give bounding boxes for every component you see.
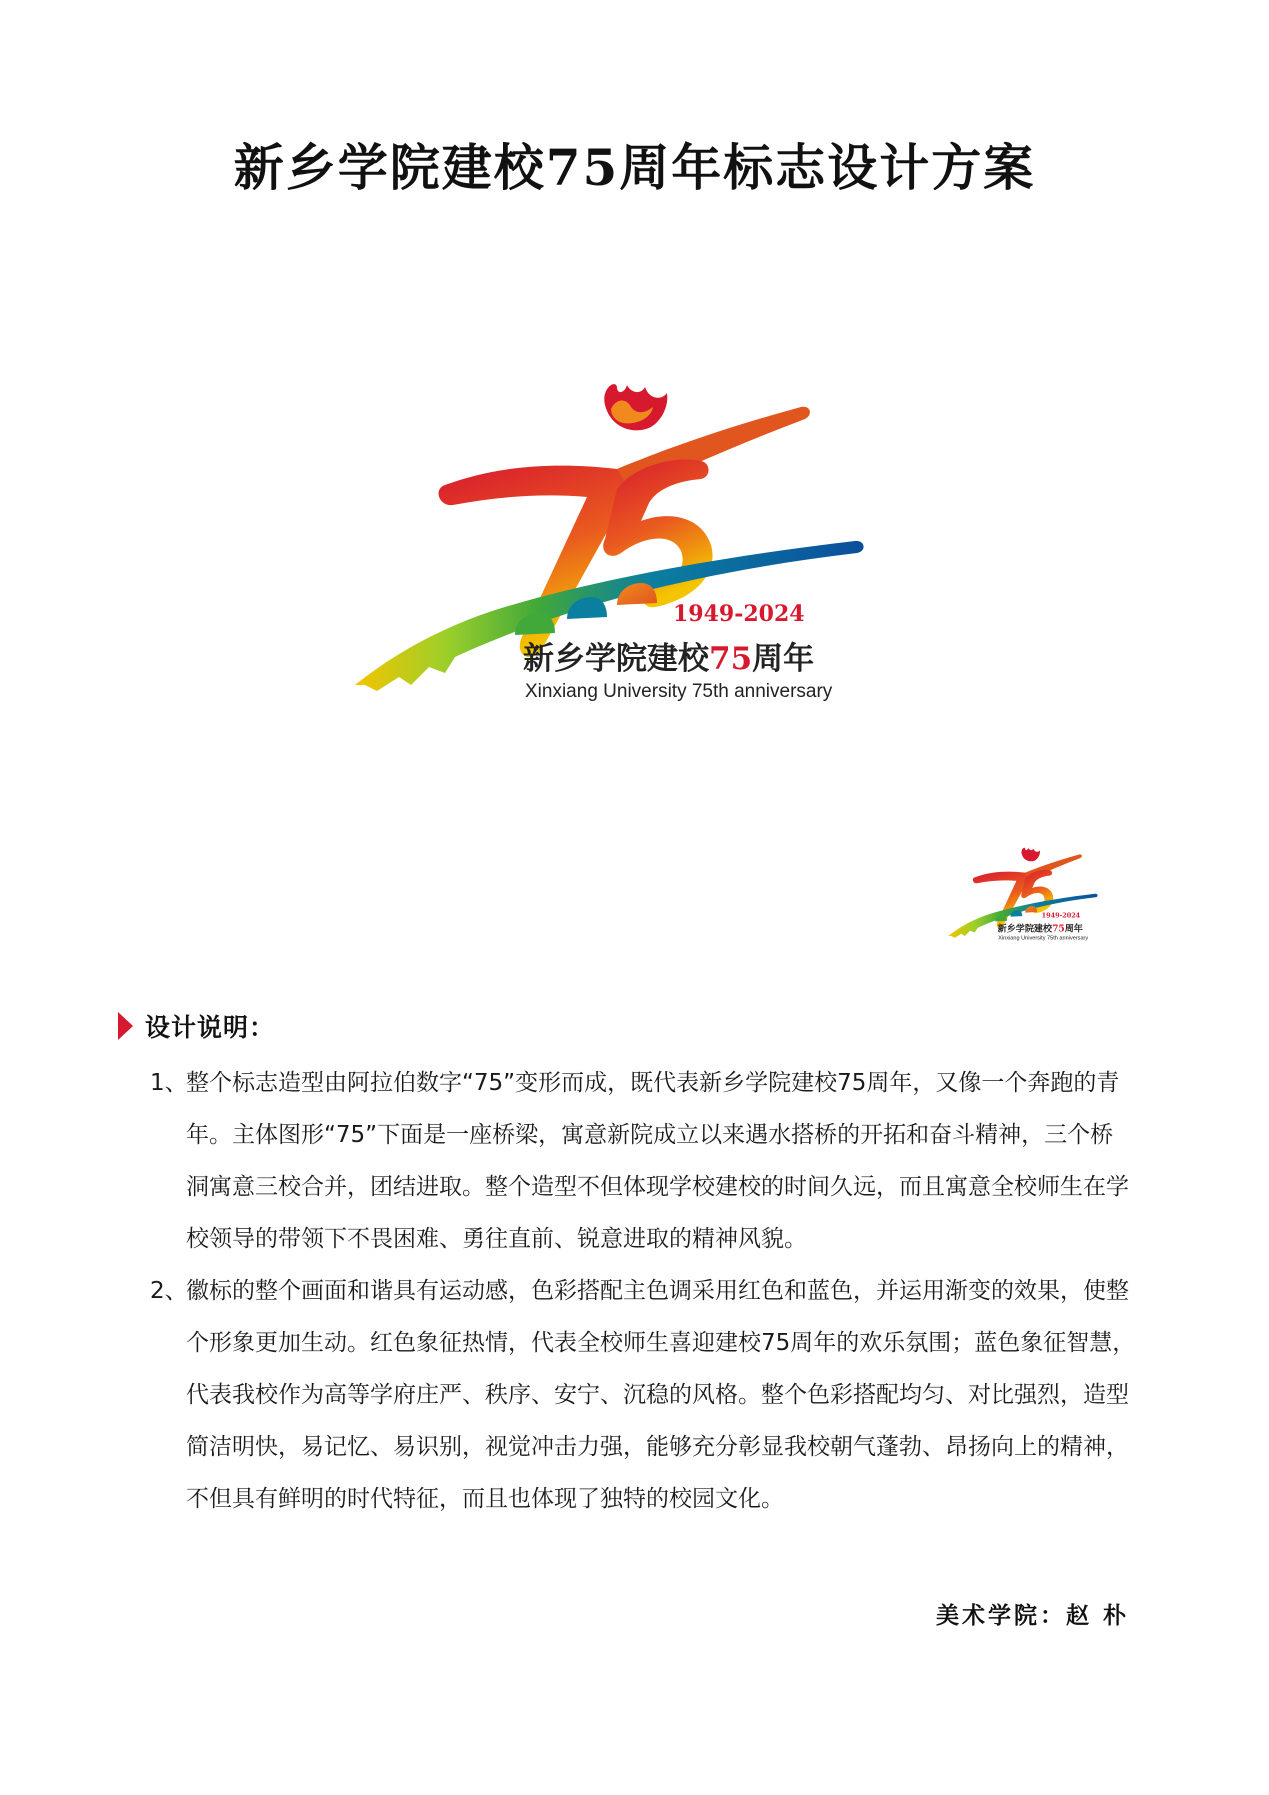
note-line: 个形象更加生动。红色象征热情，代表全校师生喜迎建校75周年的欢乐氛围；蓝色象征智慧，	[186, 1330, 1136, 1356]
logo-years-small: 1949-2024	[1041, 911, 1081, 920]
design-note-1	[150, 1057, 1135, 1265]
design-note-2	[150, 1265, 1135, 1525]
note-line: 代表我校作为高等学府庄严、秩序、安宁、沉稳的风格。整个色彩搭配均匀、对比强烈，造型	[186, 1382, 1129, 1408]
note-line: 校领导的带领下不畏困难、勇往直前、锐意进取的精神风貌。	[186, 1226, 807, 1252]
note-number: 2、	[150, 1278, 188, 1304]
note-line: 不但具有鲜明的时代特征，而且也体现了独特的校园文化。	[186, 1486, 784, 1512]
note-number: 1、	[150, 1070, 188, 1096]
logo-name-cn-suffix: 周年	[752, 641, 815, 677]
anniversary-logo-small	[948, 848, 1113, 961]
logo-name-en-small: Xinxiang University 75th anniversary	[998, 935, 1089, 942]
arrow-right-icon	[118, 1012, 133, 1040]
logo-years: 1949-2024	[673, 601, 805, 627]
note-line: 整个标志造型由阿拉伯数字“75”变形而成，既代表新乡学院建校75周年，又像一个奔跑的青	[186, 1070, 1120, 1096]
logo-graphic	[355, 385, 915, 770]
logo-name-cn-number-small: 75	[1052, 923, 1065, 935]
logo-name-cn-prefix: 新乡学院建校	[523, 641, 709, 677]
logo-name-cn-number: 75	[709, 641, 753, 677]
note-line: 年。主体图形“75”下面是一座桥梁，寓意新院成立以来遇水搭桥的开拓和奋斗精神，三个桥	[186, 1122, 1114, 1148]
design-notes-header	[118, 1006, 275, 1046]
note-line: 简洁明快，易记忆、易识别，视觉冲击力强，能够充分彰显我校朝气蓬勃、昂扬向上的精神，	[186, 1434, 1129, 1460]
author-signature: 美术学院：赵 朴	[935, 1603, 1129, 1629]
page-title: 新乡学院建校75周年标志设计方案	[233, 138, 1036, 197]
anniversary-logo-large	[355, 385, 915, 770]
logo-name-en: Xinxiang University 75th anniversary	[525, 681, 833, 702]
note-line: 徽标的整个画面和谐具有运动感，色彩搭配主色调采用红色和蓝色，并运用渐变的效果，使整	[186, 1278, 1129, 1304]
logo-name-cn-suffix-small: 周年	[1064, 923, 1083, 935]
logo-name-cn-small	[998, 922, 1083, 934]
section-title: 设计说明：	[145, 1013, 276, 1042]
note-line: 洞寓意三校合并，团结进取。整个造型不但体现学校建校的时间久远，而且寓意全校师生在学	[186, 1174, 1129, 1200]
logo-name-cn-prefix-small: 新乡学院建校	[997, 923, 1053, 935]
logo-graphic-small	[948, 848, 1113, 961]
logo-name-cn	[523, 641, 814, 677]
